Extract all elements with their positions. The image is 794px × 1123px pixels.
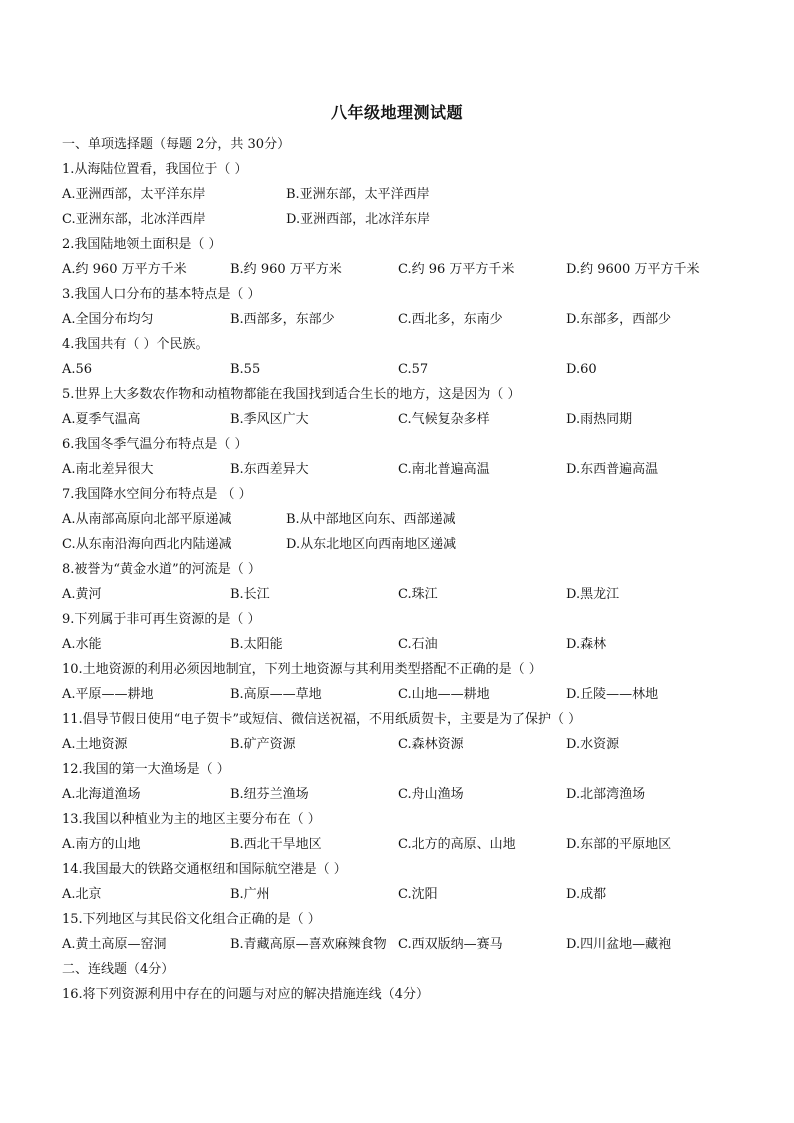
question-stem: 12.我国的第一大渔场是（ ） [62,762,230,777]
option-b: B.亚洲东部，太平洋西岸 [286,187,430,202]
option-a: A.亚洲西部，太平洋东岸 [62,187,206,202]
section-heading-matching: 二、连线题（4分） [62,962,175,977]
option-d: D.60 [566,362,597,377]
option-a: A.56 [62,362,93,377]
option-a: A.夏季气温高 [62,412,141,427]
option-c: C.气候复杂多样 [398,412,490,427]
option-c: C.从东南沿海向西北内陆递减 [62,537,232,552]
option-d: D.亚洲西部，北冰洋东岸 [286,212,431,227]
question-stem: 13.我国以种植业为主的地区主要分布在（ ） [62,812,321,827]
question-stem: 7.我国降水空间分布特点是 （ ） [62,487,252,502]
option-row [62,682,742,707]
option-a: A.约 960 万平方千米 [62,262,187,277]
exam-content [62,132,742,1007]
option-c: C.西双版纳—赛马 [398,937,503,952]
question-stem: 1.从海陆位置看，我国位于（ ） [62,162,248,177]
option-b: B.约 960 万平方米 [230,262,342,277]
option-b: B.西北干旱地区 [230,837,322,852]
option-b: B.西部多，东部少 [230,312,335,327]
option-c: C.沈阳 [398,887,438,902]
question-stem: 9.下列属于非可再生资源的是（ ） [62,612,261,627]
option-b: B.55 [230,362,261,377]
option-d: D.北部湾渔场 [566,787,646,802]
section-heading-choice: 一、单项选择题（每题 2分，共 30分） [62,137,291,152]
option-d: D.丘陵——林地 [566,687,659,702]
question-stem: 8.被誉为“黄金水道”的河流是（ ） [62,562,261,577]
option-b: B.长江 [230,587,270,602]
option-c: C.西北多，东南少 [398,312,503,327]
option-b: B.从中部地区向东、西部递减 [286,512,456,527]
option-row [62,632,742,657]
option-a: A.平原——耕地 [62,687,154,702]
option-b: B.矿产资源 [230,737,296,752]
option-d: D.东部的平原地区 [566,837,672,852]
question-stem: 3.我国人口分布的基本特点是（ ） [62,287,261,302]
question-stem: 10.土地资源的利用必须因地制宜，下列土地资源与其利用类型搭配不正确的是（ ） [62,662,542,677]
option-a: A.南方的山地 [62,837,141,852]
option-b: B.太阳能 [230,637,283,652]
option-row [62,832,742,857]
option-c: C.57 [398,362,429,377]
option-a: A.北京 [62,887,102,902]
option-row [62,782,742,807]
option-row [62,507,742,532]
option-row [62,532,742,557]
option-c: C.约 96 万平方千米 [398,262,515,277]
option-c: C.森林资源 [398,737,464,752]
option-row [62,357,742,382]
option-row [62,932,742,957]
option-b: B.广州 [230,887,270,902]
option-row [62,732,742,757]
option-a: A.南北差异很大 [62,462,154,477]
option-d: D.四川盆地—藏袍 [566,937,672,952]
option-b: B.高原——草地 [230,687,322,702]
option-a: A.北海道渔场 [62,787,141,802]
option-d: D.东西普遍高温 [566,462,659,477]
option-c: C.舟山渔场 [398,787,464,802]
question-stem: 16.将下列资源利用中存在的问题与对应的解决措施连线（4分） [62,987,429,1002]
question-stem: 6.我国冬季气温分布特点是（ ） [62,437,248,452]
question-stem: 5.世界上大多数农作物和动植物都能在我国找到适合生长的地方，这是因为（ ） [62,387,521,402]
option-a: A.土地资源 [62,737,128,752]
option-a: A.黄河 [62,587,102,602]
option-d: D.雨热同期 [566,412,633,427]
question-stem: 15.下列地区与其民俗文化组合正确的是（ ） [62,912,321,927]
option-b: B.东西差异大 [230,462,309,477]
option-d: D.从东北地区向西南地区递减 [286,537,457,552]
option-row [62,407,742,432]
option-row [62,582,742,607]
option-row [62,882,742,907]
option-a: A.从南部高原向北部平原递减 [62,512,232,527]
option-c: C.珠江 [398,587,438,602]
page-title: 八年级地理测试题 [330,103,463,122]
option-c: C.石油 [398,637,438,652]
option-c: C.山地——耕地 [398,687,490,702]
question-stem: 11.倡导节假日使用“电子贺卡”或短信、微信送祝福，不用纸质贺卡，主要是为了保护（ ） [62,712,582,727]
option-b: B.青藏高原—喜欢麻辣食物 [230,937,387,952]
option-a: A.黄土高原—窑洞 [62,937,167,952]
question-stem: 14.我国最大的铁路交通枢纽和国际航空港是（ ） [62,862,347,877]
option-a: A.全国分布均匀 [62,312,154,327]
option-row [62,257,742,282]
option-c: C.北方的高原、山地 [398,837,516,852]
option-b: B.纽芬兰渔场 [230,787,309,802]
option-d: D.成都 [566,887,607,902]
option-d: D.水资源 [566,737,620,752]
question-stem: 4.我国共有（ ）个民族。 [62,337,209,352]
question-stem: 2.我国陆地领土面积是（ ） [62,237,222,252]
option-d: D.东部多，西部少 [566,312,672,327]
option-row [62,182,742,207]
option-d: D.黑龙江 [566,587,620,602]
option-a: A.水能 [62,637,102,652]
option-row [62,457,742,482]
option-d: D.森林 [566,637,607,652]
option-d: D.约 9600 万平方千米 [566,262,700,277]
option-row [62,207,742,232]
option-c: C.南北普遍高温 [398,462,490,477]
option-c: C.亚洲东部，北冰洋西岸 [62,212,206,227]
option-b: B.季风区广大 [230,412,309,427]
option-row [62,307,742,332]
